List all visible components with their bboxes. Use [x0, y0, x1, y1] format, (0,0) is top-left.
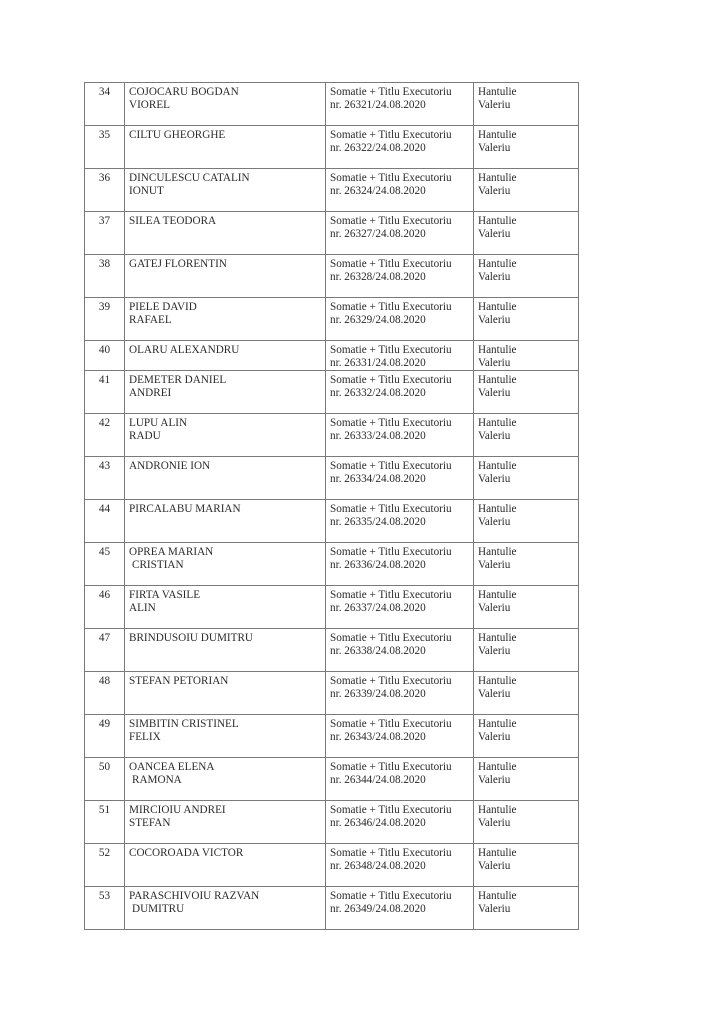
agent-cell [474, 371, 579, 414]
table-row [85, 844, 579, 887]
document-type: Somatie + Titlu Executoriu [330, 460, 452, 472]
agent-given-name: Valeriu [478, 731, 511, 743]
debtor-name-line: PARASCHIVOIU RAZVAN [129, 890, 260, 902]
document-cell [326, 414, 474, 457]
row-number-cell [85, 126, 125, 169]
agent-given-name: Valeriu [478, 903, 511, 915]
debtor-name-cell [125, 341, 326, 371]
agent-surname: Hantulie [478, 890, 517, 902]
document-number: nr. 26335/24.08.2020 [330, 516, 426, 528]
document-cell [326, 887, 474, 930]
table-row [85, 500, 579, 543]
debtor-name-line: STEFAN [129, 817, 171, 829]
debtor-name-cell [125, 500, 326, 543]
row-number-cell [85, 341, 125, 371]
document-cell [326, 298, 474, 341]
document-number: nr. 26339/24.08.2020 [330, 688, 426, 700]
debtor-name-line: COJOCARU BOGDAN [129, 86, 239, 98]
debtor-name-line: PIELE DAVID [129, 301, 197, 313]
document-number: nr. 26333/24.08.2020 [330, 430, 426, 442]
document-cell [326, 801, 474, 844]
document-cell [326, 169, 474, 212]
debtor-name-line: SILEA TEODORA [129, 215, 217, 227]
agent-given-name: Valeriu [478, 387, 511, 399]
table-row [85, 715, 579, 758]
row-number: 38 [98, 258, 111, 270]
document-type: Somatie + Titlu Executoriu [330, 344, 452, 356]
debtor-name-cell [125, 255, 326, 298]
document-cell [326, 212, 474, 255]
debtor-name-line: RAMONA [132, 774, 182, 786]
row-number-cell [85, 844, 125, 887]
table-row [85, 371, 579, 414]
agent-given-name: Valeriu [478, 185, 511, 197]
agent-surname: Hantulie [478, 129, 517, 141]
document-type: Somatie + Titlu Executoriu [330, 890, 452, 902]
agent-cell [474, 672, 579, 715]
row-number-cell [85, 801, 125, 844]
document-number: nr. 26332/24.08.2020 [330, 387, 426, 399]
debtor-name-line: FIRTA VASILE [129, 589, 201, 601]
row-number: 52 [98, 847, 111, 859]
debtor-name-cell [125, 212, 326, 255]
row-number-cell [85, 83, 125, 126]
debtor-name-cell [125, 414, 326, 457]
row-number: 39 [98, 301, 111, 313]
agent-cell [474, 298, 579, 341]
agent-given-name: Valeriu [478, 645, 511, 657]
document-type: Somatie + Titlu Executoriu [330, 718, 452, 730]
agent-cell [474, 629, 579, 672]
row-number-cell [85, 298, 125, 341]
table-row [85, 758, 579, 801]
document-cell [326, 457, 474, 500]
debtor-name-cell [125, 629, 326, 672]
document-type: Somatie + Titlu Executoriu [330, 86, 452, 98]
debtor-name-cell [125, 371, 326, 414]
debtor-name-cell [125, 887, 326, 930]
agent-surname: Hantulie [478, 675, 517, 687]
table-row [85, 212, 579, 255]
agent-cell [474, 844, 579, 887]
debtor-name-line: IONUT [129, 185, 164, 197]
agent-surname: Hantulie [478, 761, 517, 773]
debtor-name-line: RAFAEL [129, 314, 172, 326]
document-number: nr. 26337/24.08.2020 [330, 602, 426, 614]
document-type: Somatie + Titlu Executoriu [330, 129, 452, 141]
debtor-name-line: STEFAN PETORIAN [129, 675, 229, 687]
agent-given-name: Valeriu [478, 516, 511, 528]
agent-cell [474, 169, 579, 212]
document-number: nr. 26348/24.08.2020 [330, 860, 426, 872]
document-type: Somatie + Titlu Executoriu [330, 675, 452, 687]
row-number-cell [85, 500, 125, 543]
document-cell [326, 500, 474, 543]
agent-cell [474, 83, 579, 126]
row-number: 46 [98, 589, 111, 601]
document-cell [326, 586, 474, 629]
row-number: 53 [98, 890, 111, 902]
debtor-name-line: OLARU ALEXANDRU [129, 344, 240, 356]
debtor-name-cell [125, 126, 326, 169]
table-row [85, 887, 579, 930]
row-number-cell [85, 629, 125, 672]
document-cell [326, 126, 474, 169]
document-type: Somatie + Titlu Executoriu [330, 374, 452, 386]
agent-surname: Hantulie [478, 258, 517, 270]
row-number: 49 [98, 718, 111, 730]
document-number: nr. 26324/24.08.2020 [330, 185, 426, 197]
document-cell [326, 758, 474, 801]
table-row [85, 457, 579, 500]
debtor-name-cell [125, 169, 326, 212]
row-number-cell [85, 543, 125, 586]
document-number: nr. 26327/24.08.2020 [330, 228, 426, 240]
debtor-name-cell [125, 586, 326, 629]
debtor-name-cell [125, 758, 326, 801]
document-cell [326, 672, 474, 715]
agent-surname: Hantulie [478, 589, 517, 601]
row-number-cell [85, 212, 125, 255]
debtor-name-line: DINCULESCU CATALIN [129, 172, 250, 184]
agent-surname: Hantulie [478, 215, 517, 227]
row-number: 35 [98, 129, 111, 141]
debtor-name-line: ANDREI [129, 387, 172, 399]
debtor-name-line: DEMETER DANIEL [129, 374, 227, 386]
debtor-name-line: COCOROADA VICTOR [129, 847, 244, 859]
agent-given-name: Valeriu [478, 817, 511, 829]
table-row [85, 169, 579, 212]
table-row [85, 83, 579, 126]
row-number: 51 [98, 804, 111, 816]
document-cell [326, 255, 474, 298]
agent-cell [474, 126, 579, 169]
row-number: 40 [98, 344, 111, 356]
agent-cell [474, 801, 579, 844]
document-number: nr. 26344/24.08.2020 [330, 774, 426, 786]
row-number: 34 [98, 86, 111, 98]
document-type: Somatie + Titlu Executoriu [330, 301, 452, 313]
row-number: 47 [98, 632, 111, 644]
debtor-name-line: CILTU GHEORGHE [129, 129, 226, 141]
document-cell [326, 844, 474, 887]
document-number: nr. 26336/24.08.2020 [330, 559, 426, 571]
agent-surname: Hantulie [478, 503, 517, 515]
row-number: 44 [98, 503, 111, 515]
row-number-cell [85, 672, 125, 715]
document-type: Somatie + Titlu Executoriu [330, 172, 452, 184]
document-type: Somatie + Titlu Executoriu [330, 632, 452, 644]
agent-given-name: Valeriu [478, 860, 511, 872]
document-cell [326, 715, 474, 758]
document-number: nr. 26338/24.08.2020 [330, 645, 426, 657]
agent-surname: Hantulie [478, 804, 517, 816]
agent-surname: Hantulie [478, 632, 517, 644]
debtor-name-cell [125, 801, 326, 844]
document-cell [326, 341, 474, 371]
row-number: 42 [98, 417, 111, 429]
agent-given-name: Valeriu [478, 142, 511, 154]
document-type: Somatie + Titlu Executoriu [330, 503, 452, 515]
document-type: Somatie + Titlu Executoriu [330, 258, 452, 270]
table-row [85, 586, 579, 629]
agent-cell [474, 586, 579, 629]
agent-cell [474, 457, 579, 500]
document-cell [326, 371, 474, 414]
debtor-name-line: CRISTIAN [132, 559, 184, 571]
row-number: 37 [98, 215, 111, 227]
row-number-cell [85, 887, 125, 930]
agent-cell [474, 543, 579, 586]
document-type: Somatie + Titlu Executoriu [330, 417, 452, 429]
agent-given-name: Valeriu [478, 99, 511, 111]
agent-surname: Hantulie [478, 172, 517, 184]
debtor-name-line: MIRCIOIU ANDREI [129, 804, 226, 816]
row-number: 43 [98, 460, 111, 472]
row-number: 45 [98, 546, 111, 558]
agent-surname: Hantulie [478, 718, 517, 730]
document-number: nr. 26322/24.08.2020 [330, 142, 426, 154]
document-number: nr. 26349/24.08.2020 [330, 903, 426, 915]
document-type: Somatie + Titlu Executoriu [330, 215, 452, 227]
row-number-cell [85, 715, 125, 758]
debtor-name-line: ANDRONIE ION [129, 460, 211, 472]
document-cell [326, 83, 474, 126]
document-type: Somatie + Titlu Executoriu [330, 847, 452, 859]
row-number: 50 [98, 761, 111, 773]
debtor-name-cell [125, 457, 326, 500]
debtor-name-line: DUMITRU [132, 903, 185, 915]
agent-given-name: Valeriu [478, 314, 511, 326]
table-row [85, 543, 579, 586]
document-number: nr. 26328/24.08.2020 [330, 271, 426, 283]
document-number: nr. 26346/24.08.2020 [330, 817, 426, 829]
row-number-cell [85, 169, 125, 212]
debtor-registry-table [84, 82, 579, 930]
debtor-name-cell [125, 715, 326, 758]
debtor-name-line: OPREA MARIAN [129, 546, 214, 558]
row-number: 36 [98, 172, 111, 184]
debtor-name-cell [125, 83, 326, 126]
agent-given-name: Valeriu [478, 688, 511, 700]
debtor-name-line: SIMBITIN CRISTINEL [129, 718, 239, 730]
agent-surname: Hantulie [478, 847, 517, 859]
agent-given-name: Valeriu [478, 271, 511, 283]
row-number: 48 [98, 675, 111, 687]
agent-surname: Hantulie [478, 546, 517, 558]
agent-given-name: Valeriu [478, 473, 511, 485]
debtor-name-line: VIOREL [129, 99, 171, 111]
debtor-name-cell [125, 672, 326, 715]
agent-given-name: Valeriu [478, 430, 511, 442]
agent-cell [474, 255, 579, 298]
table-row [85, 126, 579, 169]
debtor-name-line: RADU [129, 430, 161, 442]
table-row [85, 414, 579, 457]
document-type: Somatie + Titlu Executoriu [330, 761, 452, 773]
debtor-name-line: FELIX [129, 731, 161, 743]
document-number: nr. 26343/24.08.2020 [330, 731, 426, 743]
agent-surname: Hantulie [478, 374, 517, 386]
document-type: Somatie + Titlu Executoriu [330, 546, 452, 558]
debtor-name-cell [125, 844, 326, 887]
agent-cell [474, 212, 579, 255]
agent-given-name: Valeriu [478, 559, 511, 571]
agent-given-name: Valeriu [478, 357, 511, 369]
row-number-cell [85, 414, 125, 457]
table-row [85, 629, 579, 672]
document-cell [326, 629, 474, 672]
table-row [85, 801, 579, 844]
table-row [85, 672, 579, 715]
agent-cell [474, 341, 579, 371]
agent-given-name: Valeriu [478, 774, 511, 786]
row-number: 41 [98, 374, 111, 386]
document-cell [326, 543, 474, 586]
agent-surname: Hantulie [478, 86, 517, 98]
debtor-name-line: GATEJ FLORENTIN [129, 258, 227, 270]
document-number: nr. 26329/24.08.2020 [330, 314, 426, 326]
agent-cell [474, 715, 579, 758]
agent-cell [474, 414, 579, 457]
debtor-name-line: BRINDUSOIU DUMITRU [129, 632, 253, 644]
agent-given-name: Valeriu [478, 602, 511, 614]
table-row [85, 341, 579, 371]
agent-surname: Hantulie [478, 301, 517, 313]
document-number: nr. 26331/24.08.2020 [330, 357, 426, 369]
debtor-name-line: OANCEA ELENA [129, 761, 215, 773]
agent-surname: Hantulie [478, 344, 517, 356]
agent-cell [474, 500, 579, 543]
row-number-cell [85, 371, 125, 414]
document-number: nr. 26321/24.08.2020 [330, 99, 426, 111]
row-number-cell [85, 586, 125, 629]
table-row [85, 298, 579, 341]
agent-cell [474, 887, 579, 930]
row-number-cell [85, 255, 125, 298]
debtor-name-line: LUPU ALIN [129, 417, 188, 429]
agent-given-name: Valeriu [478, 228, 511, 240]
agent-cell [474, 758, 579, 801]
agent-surname: Hantulie [478, 417, 517, 429]
agent-surname: Hantulie [478, 460, 517, 472]
debtor-name-line: PIRCALABU MARIAN [129, 503, 241, 515]
document-type: Somatie + Titlu Executoriu [330, 804, 452, 816]
registry-table-body [85, 83, 579, 930]
debtor-name-cell [125, 298, 326, 341]
debtor-name-line: ALIN [129, 602, 156, 614]
document-type: Somatie + Titlu Executoriu [330, 589, 452, 601]
row-number-cell [85, 758, 125, 801]
debtor-name-cell [125, 543, 326, 586]
document-number: nr. 26334/24.08.2020 [330, 473, 426, 485]
row-number-cell [85, 457, 125, 500]
table-row [85, 255, 579, 298]
